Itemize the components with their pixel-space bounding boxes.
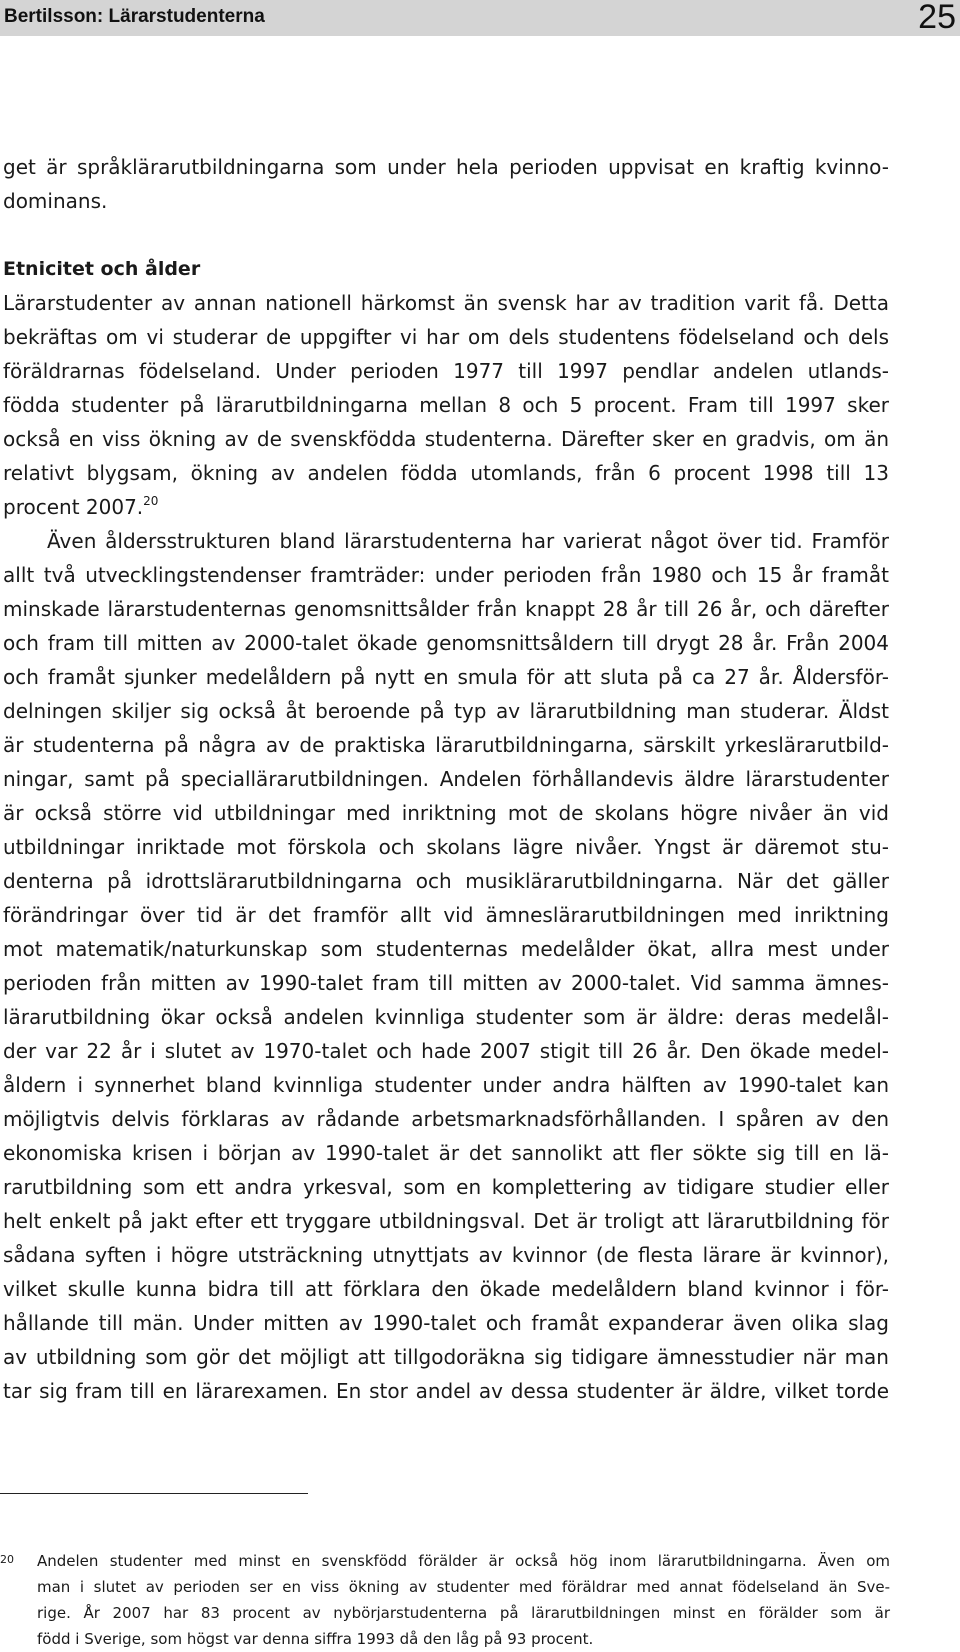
body-line: också en viss ökning av de svenskfödda studenterna. Därefter sker en gradvis, om än: [3, 427, 889, 451]
body-line: dominans.: [3, 189, 108, 213]
section-heading: Etnicitet och ålder: [3, 258, 201, 280]
body-line: och framåt sjunker medelåldern på nytt en smula för att sluta på ca 27 år. Åldersför-: [3, 665, 889, 689]
body-line: utbildningar inriktade mot förskola och skolans lägre nivåer. Yngst är däremot stu-: [3, 835, 889, 859]
footnote-reference[interactable]: 20: [143, 494, 159, 508]
page-number: 25: [918, 0, 956, 36]
body-line: är studenterna på några av de praktiska lärarutbildningarna, särskilt yrkeslärarutbild-: [3, 733, 889, 757]
body-line: förändringar över tid är det framför allt vid ämneslärarutbildningen med inriktning: [3, 903, 889, 927]
footnote-line: rige. År 2007 har 83 procent av nybörjarstudenterna på lärarutbildningen minst en förälder som är: [37, 1604, 890, 1622]
body-line: och fram till mitten av 2000-talet ökade genomsnittsåldern till drygt 28 år. Från 2004: [3, 631, 889, 655]
body-line: är också större vid utbildningar med inriktning mot de skolans högre nivåer än vid: [3, 801, 889, 825]
body-line: perioden från mitten av 1990-talet fram till mitten av 2000-talet. Vid samma ämnes-: [3, 971, 889, 995]
body-line: bekräftas om vi studerar de uppgifter vi har om dels studentens födelseland och dels: [3, 325, 889, 349]
body-line: ekonomiska krisen i början av 1990-talet är det sannolikt att fler sökte sig till en lä-: [3, 1141, 889, 1165]
footnote-line: född i Sverige, som högst var denna siffra 1993 då den låg på 93 procent.: [37, 1630, 594, 1648]
footnote-line: Andelen studenter med minst en svenskfödd förälder är också hög inom lärarutbildningarna. Även om: [37, 1552, 890, 1570]
body-line: allt två utvecklingstendenser framträder: under perioden från 1980 och 15 år framåt: [3, 563, 889, 587]
footnote-line: man i slutet av perioden ser en viss ökning av studenter med föräldrar med annat födelseland än Sve-: [37, 1578, 890, 1596]
body-line: Lärarstudenter av annan nationell härkomst än svensk har av tradition varit få. Detta: [3, 291, 889, 315]
body-line: lärarutbildning ökar också andelen kvinnliga studenter som är äldre: deras medelål-: [3, 1005, 889, 1029]
body-text: procent 2007.: [3, 495, 144, 519]
body-line: helt enkelt på jakt efter ett tryggare utbildningsval. Det är troligt att lärarutbildning för: [3, 1209, 889, 1233]
body-line: rarutbildning som ett andra yrkesval, som en komplettering av tidigare studier eller: [3, 1175, 889, 1199]
body-line: relativt blygsam, ökning av andelen födda utomlands, från 6 procent 1998 till 13: [3, 461, 889, 485]
body-line: der var 22 år i slutet av 1970-talet och hade 2007 stigit till 26 år. Den ökade medel-: [3, 1039, 889, 1063]
body-line: födda studenter på lärarutbildningarna mellan 8 och 5 procent. Fram till 1997 sker: [3, 393, 889, 417]
running-title: Bertilsson: Lärarstudenterna: [4, 6, 265, 27]
body-line: föräldrarnas födelseland. Under perioden 1977 till 1997 pendlar andelen utlands-: [3, 359, 889, 383]
footnote-divider: [0, 1493, 308, 1494]
body-line: möjligtvis delvis förklaras av rådande arbetsmarknadsförhållanden. I spåren av den: [3, 1107, 889, 1131]
body-line: ningar, samt på speciallärarutbildningen. Andelen förhållandevis äldre lärarstudenter: [3, 767, 889, 791]
body-line: Även åldersstrukturen bland lärarstudenterna har varierat något över tid. Framför: [3, 529, 889, 553]
page-header: [0, 0, 960, 36]
body-line: tar sig fram till en lärarexamen. En stor andel av dessa studenter är äldre, vilket torde: [3, 1379, 889, 1403]
body-line: sådana syften i högre utsträckning utnyttjats av kvinnor (de flesta lärare är kvinnor),: [3, 1243, 889, 1267]
body-line: minskade lärarstudenternas genomsnittsålder från knappt 28 år till 26 år, och därefter: [3, 597, 889, 621]
body-line: get är språklärarutbildningarna som under hela perioden uppvisat en kraftig kvinno-: [3, 155, 889, 179]
body-line: denterna på idrottslärarutbildningarna och musiklärarutbildningarna. När det gäller: [3, 869, 889, 893]
body-line: hållande till män. Under mitten av 1990-talet och framåt expanderar även olika slag: [3, 1311, 889, 1335]
body-line: vilket skulle kunna bidra till att förklara den ökade medelåldern bland kvinnor i för-: [3, 1277, 889, 1301]
body-line: mot matematik/naturkunskap som studenternas medelålder ökat, allra mest under: [3, 937, 889, 961]
body-line: av utbildning som gör det möjligt att tillgodoräkna sig tidigare ämnesstudier när man: [3, 1345, 889, 1369]
body-line: delningen skiljer sig också åt beroende på typ av lärarutbildning man studerar. Äldst: [3, 699, 889, 723]
footnote-number: 20: [0, 1553, 14, 1566]
body-line-last: [3, 490, 889, 524]
body-line: åldern i synnerhet bland kvinnliga studenter under andra hälften av 1990-talet kan: [3, 1073, 889, 1097]
